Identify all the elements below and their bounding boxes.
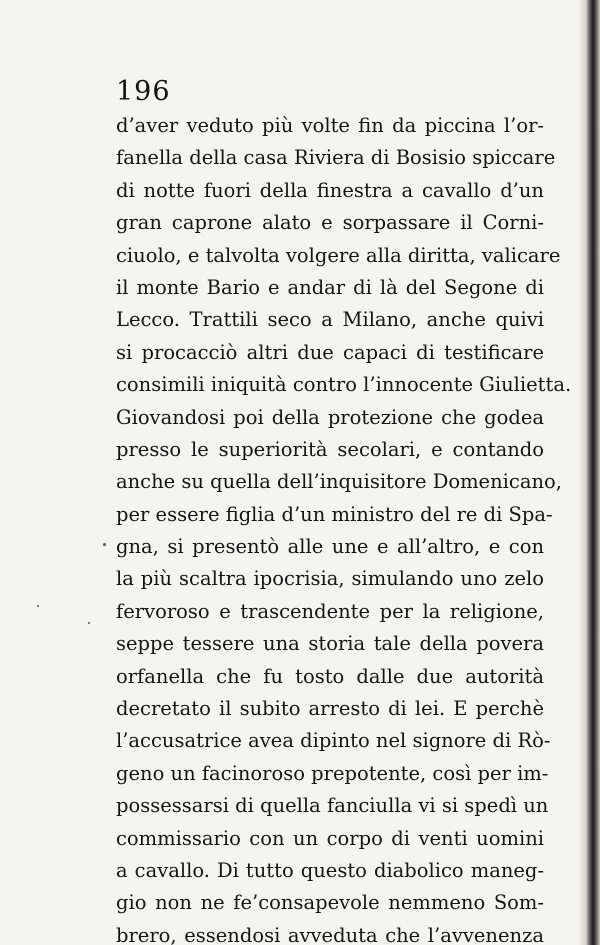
text-line: a cavallo. Di tutto questo diabolico maneg-: [116, 858, 544, 882]
text-line: ciuolo, e talvolta volgere alla diritta, valicare: [116, 243, 561, 267]
text-line: decretato il subito arresto di lei. E perchè: [116, 697, 544, 721]
text-line: commissario con un corpo di venti uomini: [116, 826, 544, 850]
body-text: [116, 110, 572, 945]
text-line: il monte Bario e andar di là del Segone di: [116, 275, 544, 299]
text-line: la più scaltra ipocrisia, simulando uno zelo: [116, 567, 544, 591]
text-line: per essere figlia d’un ministro del re di Spa-: [116, 502, 553, 526]
paper-speck: [103, 543, 106, 546]
text-line: Giovandosi poi della protezione che godea: [116, 405, 544, 429]
text-line: possessarsi di quella fanciulla vi si spedì un: [116, 794, 549, 818]
text-line: anche su quella dell’inquisitore Domenicano,: [116, 470, 562, 494]
text-line: si procacciò altri due capaci di testificare: [116, 340, 544, 364]
text-line: fanella della casa Riviera di Bosisio spiccare: [116, 146, 556, 170]
paper-speck: [37, 605, 39, 607]
text-line: consimili iniquità contro l’innocente Giulietta.: [116, 373, 572, 397]
text-line: di notte fuori della finestra a cavallo d’un: [116, 178, 544, 202]
text-line: d’aver veduto più volte fin da piccina l’or-: [116, 114, 544, 137]
text-line: gran caprone alato e sorpassare il Corni-: [116, 211, 544, 235]
text-line: l’accusatrice avea dipinto nel signore di Rò-: [116, 729, 551, 753]
text-line: fervoroso e trascendente per la religione,: [116, 599, 544, 623]
text-line: gna, si presentò alle une e all’altro, e con: [116, 535, 544, 559]
text-line: geno un facinoroso prepotente, così per im-: [116, 761, 549, 785]
text-line: brero, essendosi avveduta che l’avvenenza: [116, 923, 544, 945]
page-number: 196: [116, 76, 171, 107]
text-line: gio non ne fe’consapevole nemmeno Som-: [116, 891, 544, 915]
text-line: presso le superiorità secolari, e contando: [116, 437, 544, 461]
paper-speck: [88, 622, 90, 624]
text-line: orfanella che fu tosto dalle due autorità: [116, 664, 544, 688]
text-line: seppe tessere una storia tale della povera: [116, 632, 544, 656]
page-binding-edge: [578, 0, 600, 945]
text-line: Lecco. Trattili seco a Milano, anche quivi: [116, 308, 544, 332]
